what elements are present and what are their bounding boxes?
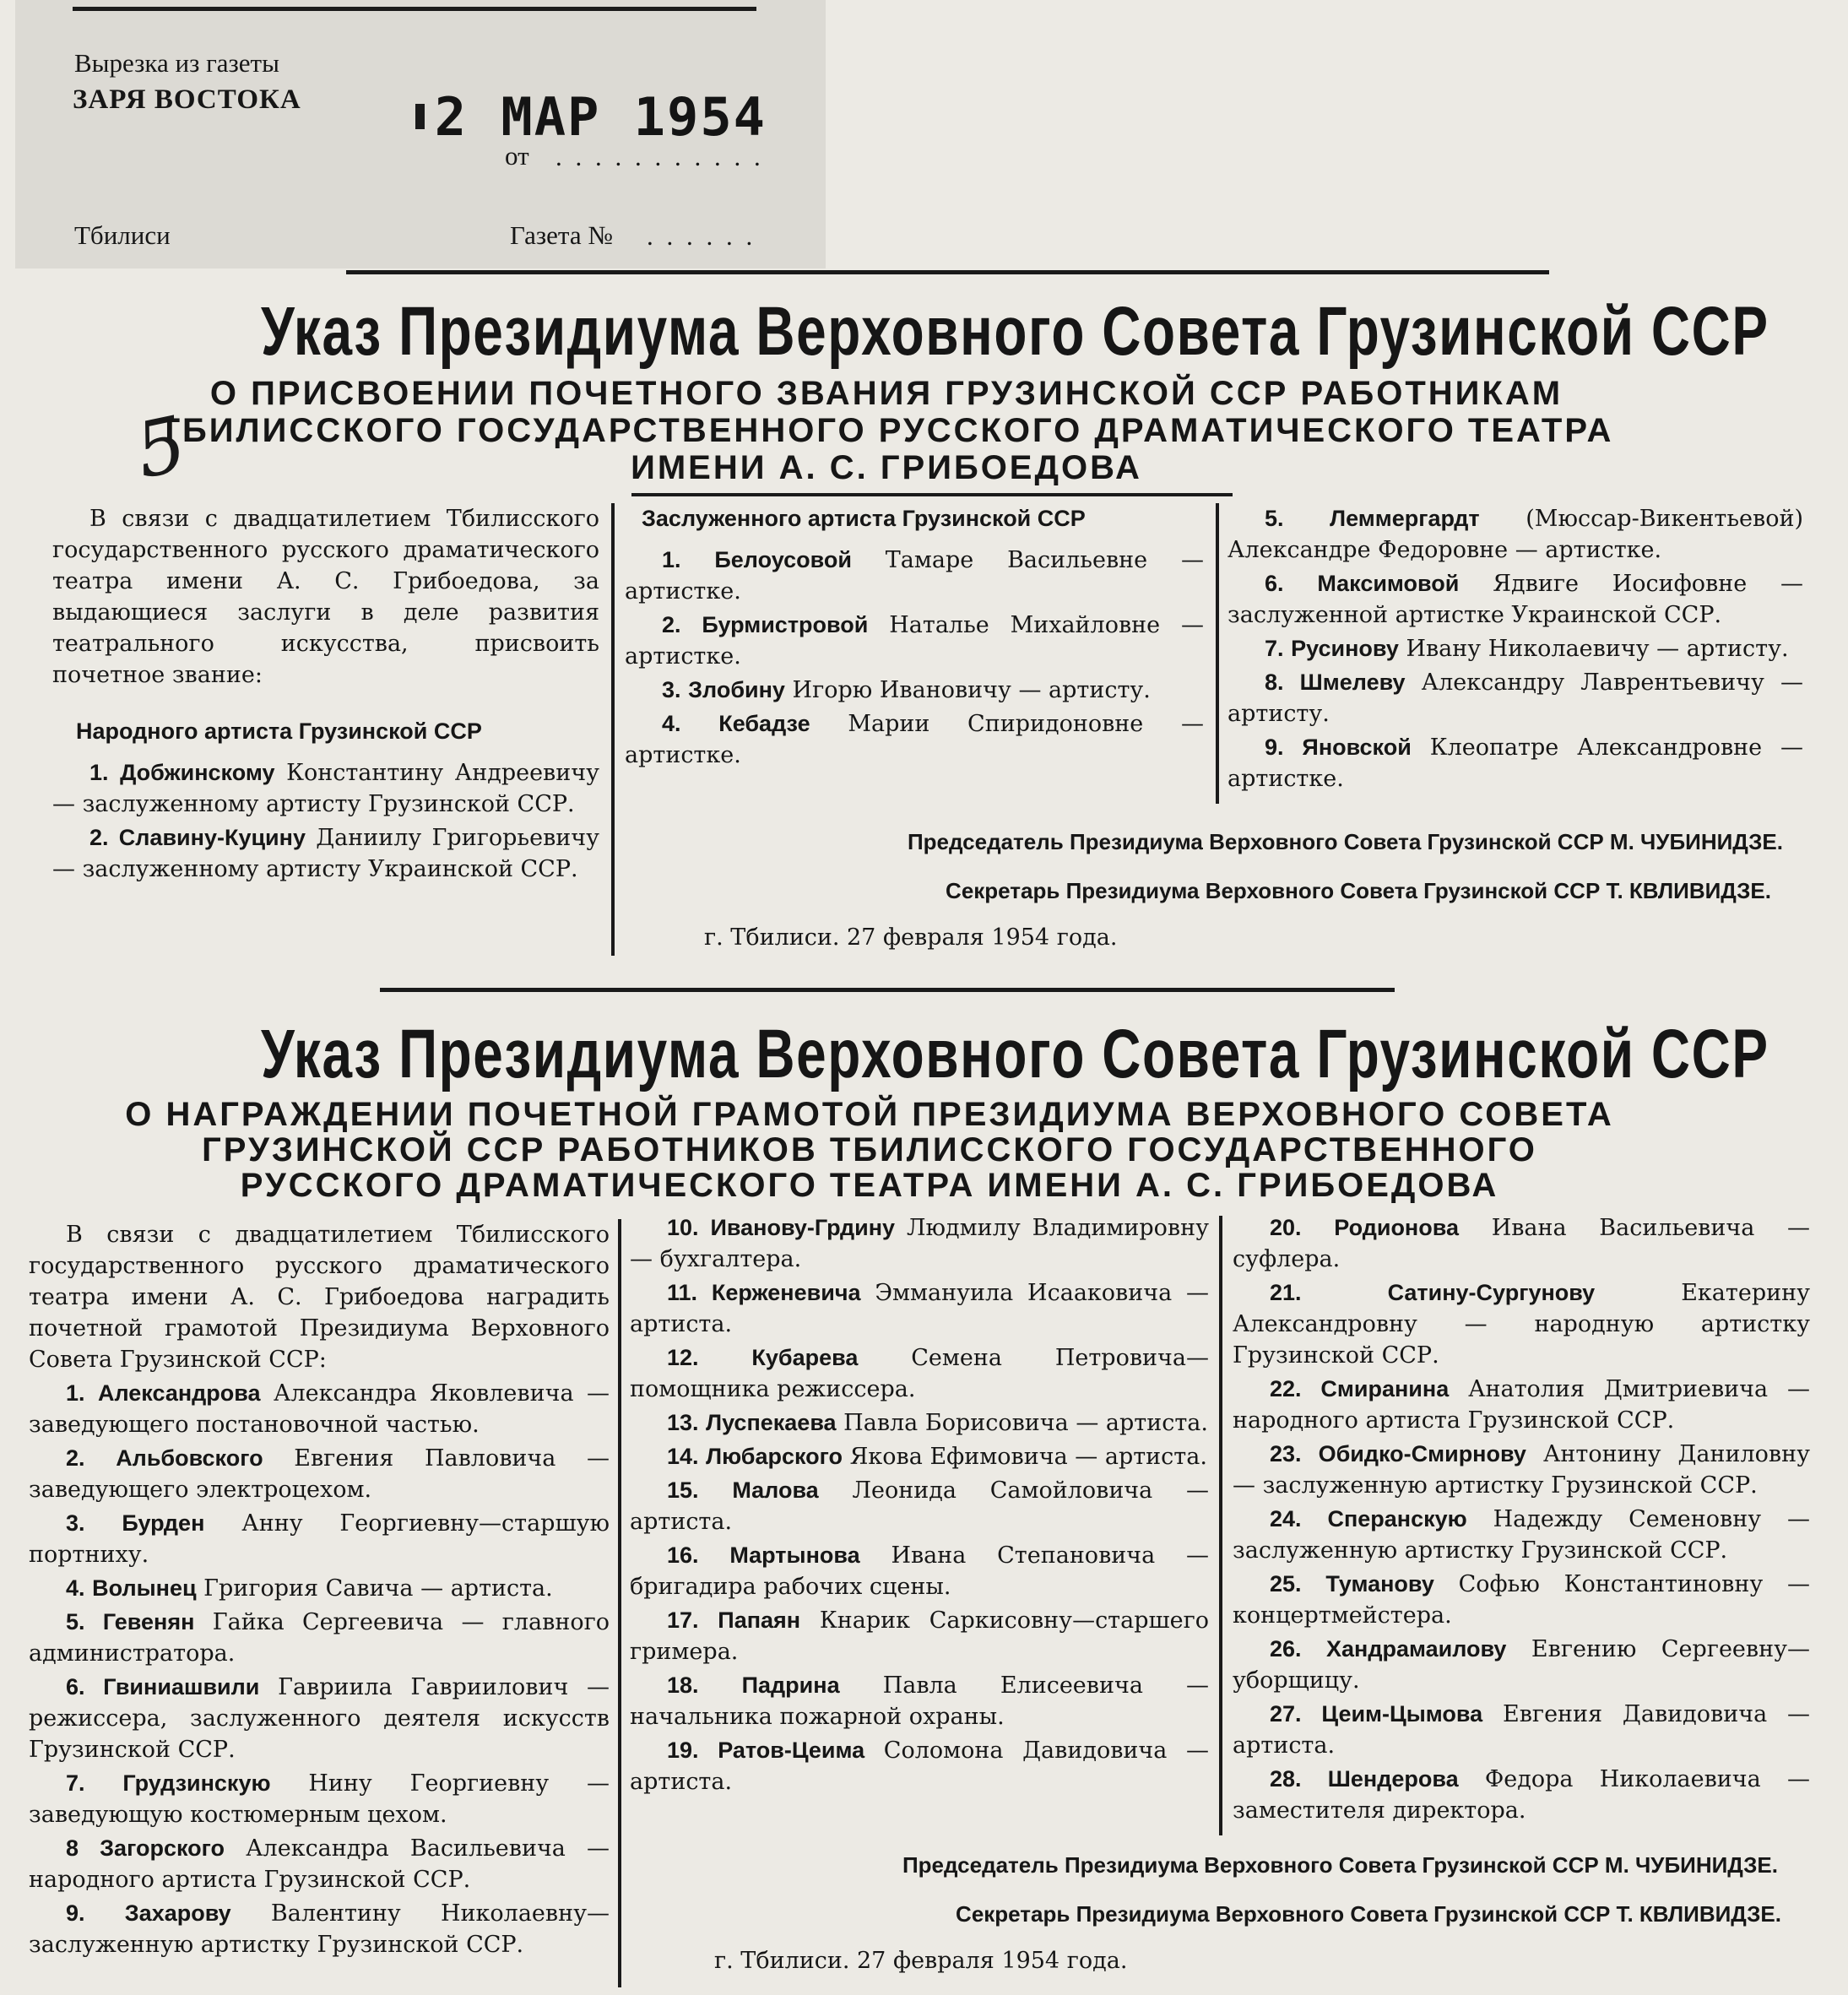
decree1-subtitle-line2: ТБИЛИССКОГО ГОСУДАРСТВЕННОГО РУССКОГО ДРАМАТИЧЕСКОГО ТЕАТРА bbox=[159, 412, 1614, 449]
list-item: 24. Сперанскую Надежду Семеновну — заслуженную артистку Грузинской ССР. bbox=[1233, 1506, 1810, 1564]
list-item: 12. Кубарева Семена Петровича—помощника режиссера. bbox=[630, 1345, 1209, 1402]
decree1-subtitle-line3: ИМЕНИ А. С. ГРИБОЕДОВА bbox=[631, 449, 1142, 486]
header-top-rule bbox=[73, 7, 756, 11]
list-item: 3. Бурден Анну Георгиевну—старшую портниху. bbox=[29, 1510, 610, 1568]
list-item: 1. Александрова Александра Яковлевича — заведующего постановочной частью. bbox=[29, 1380, 610, 1438]
list-item: 9. Яновской Клеопатре Александровне — артистке. bbox=[1227, 735, 1803, 792]
list-item: 7. Русинову Ивану Николаевичу — артисту. bbox=[1265, 636, 1789, 662]
clipping-header bbox=[15, 0, 826, 268]
decree2-subtitle-line2: ГРУЗИНСКОЙ ССР РАБОТНИКОВ ТБИЛИССКОГО ГОСУДАРСТВЕННОГО bbox=[202, 1131, 1537, 1168]
list-item: 3. Злобину Игорю Ивановичу — артисту. bbox=[662, 677, 1151, 703]
margin-handwritten-mark: 5 bbox=[127, 399, 194, 496]
list-item: 28. Шендерова Федора Николаевича — заместителя директора. bbox=[1233, 1766, 1810, 1824]
decree1-secretary-signature: Секретарь Президиума Верховного Совета Грузинской ССР Т. КВЛИВИДЗЕ. bbox=[946, 878, 1771, 903]
list-item: 22. Смиранина Анатолия Дмитриевича — народного артиста Грузинской ССР. bbox=[1233, 1376, 1810, 1434]
list-item: 1. Белоусовой Тамаре Васильевне — артистке. bbox=[625, 547, 1204, 604]
decree2-secretary-signature: Секретарь Президиума Верховного Совета Грузинской ССР Т. КВЛИВИДЗЕ. bbox=[956, 1901, 1781, 1927]
decree1-date: г. Тбилиси. 27 февраля 1954 года. bbox=[704, 924, 1118, 951]
issue-dots: . . . . . . bbox=[647, 221, 756, 251]
newspaper-name: ЗАРЯ ВОСТОКА bbox=[73, 84, 301, 115]
decree1-subtitle-line1: О ПРИСВОЕНИИ ПОЧЕТНОГО ЗВАНИЯ ГРУЗИНСКОЙ ССР РАБОТНИКАМ bbox=[209, 375, 1563, 412]
list-item: 25. Туманову Софью Константиновну — концертмейстера. bbox=[1233, 1571, 1810, 1629]
decree2-top-rule bbox=[380, 988, 1395, 992]
list-item: 23. Обидко-Смирнову Антонину Даниловну — заслуженную артистку Грузинской ССР. bbox=[1233, 1441, 1810, 1499]
decree1-intro: В связи с двадцатилетием Тбилисского государственного русского драматического театра имени А. С. Грибоедова, за выдающиеся заслуги в деле развития театрального искусства, присвоить почетное звание: bbox=[52, 506, 599, 688]
decree2-column-divider-1 bbox=[618, 1219, 621, 1987]
decree1-column-3 bbox=[1227, 503, 1803, 797]
list-item: 20. Родионова Ивана Васильевича — суфлера. bbox=[1233, 1215, 1810, 1272]
decree1-column-divider-1 bbox=[611, 503, 615, 956]
list-item: 26. Хандрамаилову Евгению Сергеевну—уборщицу. bbox=[1233, 1636, 1810, 1694]
decree1-chairman-signature: Председатель Президиума Верховного Совета Грузинской ССР М. ЧУБИНИДЗЕ. bbox=[907, 829, 1783, 854]
list-item: 18. Падрина Павла Елисеевича — начальника пожарной охраны. bbox=[630, 1672, 1209, 1730]
decree2-subtitle-line1: О НАГРАЖДЕНИИ ПОЧЕТНОЙ ГРАМОТОЙ ПРЕЗИДИУМА ВЕРХОВНОГО СОВЕТА bbox=[125, 1096, 1614, 1133]
list-item: 10. Иванову-Грдину Людмилу Владимировну — бухгалтера. bbox=[630, 1215, 1209, 1272]
list-item: 6. Максимовой Ядвиге Иосифовне — заслуженной артистке Украинской ССР. bbox=[1227, 571, 1803, 628]
list-item: 8 Загорского Александра Васильевича — народного артиста Грузинской ССР. bbox=[29, 1835, 610, 1893]
list-item: 16. Мартынова Ивана Степановича — бригадира рабочих сцены. bbox=[630, 1542, 1209, 1600]
stamp-date: 2 МАР 1954 bbox=[434, 85, 767, 148]
list-item: 4. Волынец Григория Савича — артиста. bbox=[66, 1575, 553, 1602]
honored-artist-heading: Заслуженного артиста Грузинской ССР bbox=[642, 506, 1086, 531]
list-item: 2. Бурмистровой Наталье Михайловне — артистке. bbox=[625, 612, 1204, 670]
decree1-column-divider-2 bbox=[1216, 503, 1219, 804]
decree2-column-divider-2 bbox=[1219, 1216, 1222, 1835]
from-dots: . . . . . . . . . . . bbox=[555, 142, 764, 171]
list-item: 15. Малова Леонида Самойловича — артиста. bbox=[630, 1477, 1210, 1535]
decree1-column-1 bbox=[52, 503, 599, 887]
decree2-subtitle-line3: РУССКОГО ДРАМАТИЧЕСКОГО ТЕАТРА ИМЕНИ А. С. ГРИБОЕДОВА bbox=[240, 1167, 1499, 1204]
decree2-chairman-signature: Председатель Президиума Верховного Совета Грузинской ССР М. ЧУБИНИДЗЕ. bbox=[902, 1852, 1778, 1878]
people-artist-heading: Народного артиста Грузинской ССР bbox=[76, 718, 482, 744]
list-item: 17. Папаян Кнарик Саркисовну—старшего гримера. bbox=[630, 1607, 1209, 1665]
list-item: 27. Цеим-Цымова Евгения Давидовича — артиста. bbox=[1233, 1701, 1810, 1759]
list-item: 4. Кебадзе Марии Спиридоновне — артистке. bbox=[625, 711, 1204, 768]
date-stamp bbox=[415, 84, 767, 149]
list-item: 13. Луспекаева Павла Борисовича — артиста. bbox=[667, 1410, 1208, 1436]
list-item: 21. Сатину-Сургунову Екатерину Александровну — народную артистку Грузинской ССР. bbox=[1233, 1280, 1810, 1369]
list-item: 5. Леммергардт (Мюссар-Викентьевой) Александре Федоровне — артистке. bbox=[1227, 506, 1803, 563]
decree2-column-3 bbox=[1233, 1212, 1810, 1829]
decree2-title: Указ Президиума Верховного Совета Грузинской ССР bbox=[261, 1016, 1769, 1092]
list-item: 7. Грудзинскую Нину Георгиевну — заведующую костюмерным цехом. bbox=[29, 1770, 610, 1828]
from-label: от bbox=[505, 141, 529, 171]
city-label: Тбилиси bbox=[74, 220, 171, 250]
list-item: 2. Альбовского Евгения Павловича — заведующего электроцехом. bbox=[29, 1445, 610, 1503]
decree2-column-1 bbox=[29, 1219, 610, 1963]
list-item: 14. Любарского Якова Ефимовича — артиста. bbox=[667, 1444, 1207, 1470]
list-item: 9. Захарову Валентину Николаевну— заслуженную артистку Грузинской ССР. bbox=[29, 1900, 610, 1958]
list-item: 8. Шмелеву Александру Лаврентьевичу — артисту. bbox=[1227, 670, 1803, 727]
list-item: 6. Гвиниашвили Гавриила Гавриилович — режиссера, заслуженного деятеля искусств Грузинской ССР. bbox=[29, 1674, 610, 1763]
cut-label: Вырезка из газеты bbox=[74, 48, 279, 78]
list-item: 5. Гевенян Гайка Сергеевича — главного администратора. bbox=[29, 1609, 610, 1667]
issue-label: Газета № bbox=[510, 220, 613, 250]
decree1-sub-rule bbox=[631, 493, 1233, 496]
decree1-title: Указ Президиума Верховного Совета Грузинской ССР bbox=[261, 293, 1769, 370]
decree2-intro: В связи с двадцатилетием Тбилисского государственного русского драматического театра имени А. С. Грибоедова наградить почетной грамотой Президиума Верховного Совета Грузинской ССР: bbox=[29, 1222, 610, 1373]
list-item: 19. Ратов-Цеима Соломона Давидовича — артиста. bbox=[630, 1737, 1210, 1795]
decree2-date: г. Тбилиси. 27 февраля 1954 года. bbox=[714, 1948, 1128, 1974]
list-item: 1. Добжинскому Константину Андреевичу — заслуженному артисту Грузинской ССР. bbox=[52, 760, 599, 817]
decree2-column-2 bbox=[630, 1212, 1209, 1800]
list-item: 2. Славину-Куцину Даниилу Григорьевичу — заслуженному артисту Украинской ССР. bbox=[52, 825, 599, 882]
list-item: 11. Керженевича Эммануила Исааковича — артиста. bbox=[630, 1280, 1210, 1337]
stamp-dash-mark bbox=[415, 104, 425, 129]
decree1-column-2 bbox=[625, 503, 1204, 773]
decree1-top-rule bbox=[346, 270, 1549, 274]
